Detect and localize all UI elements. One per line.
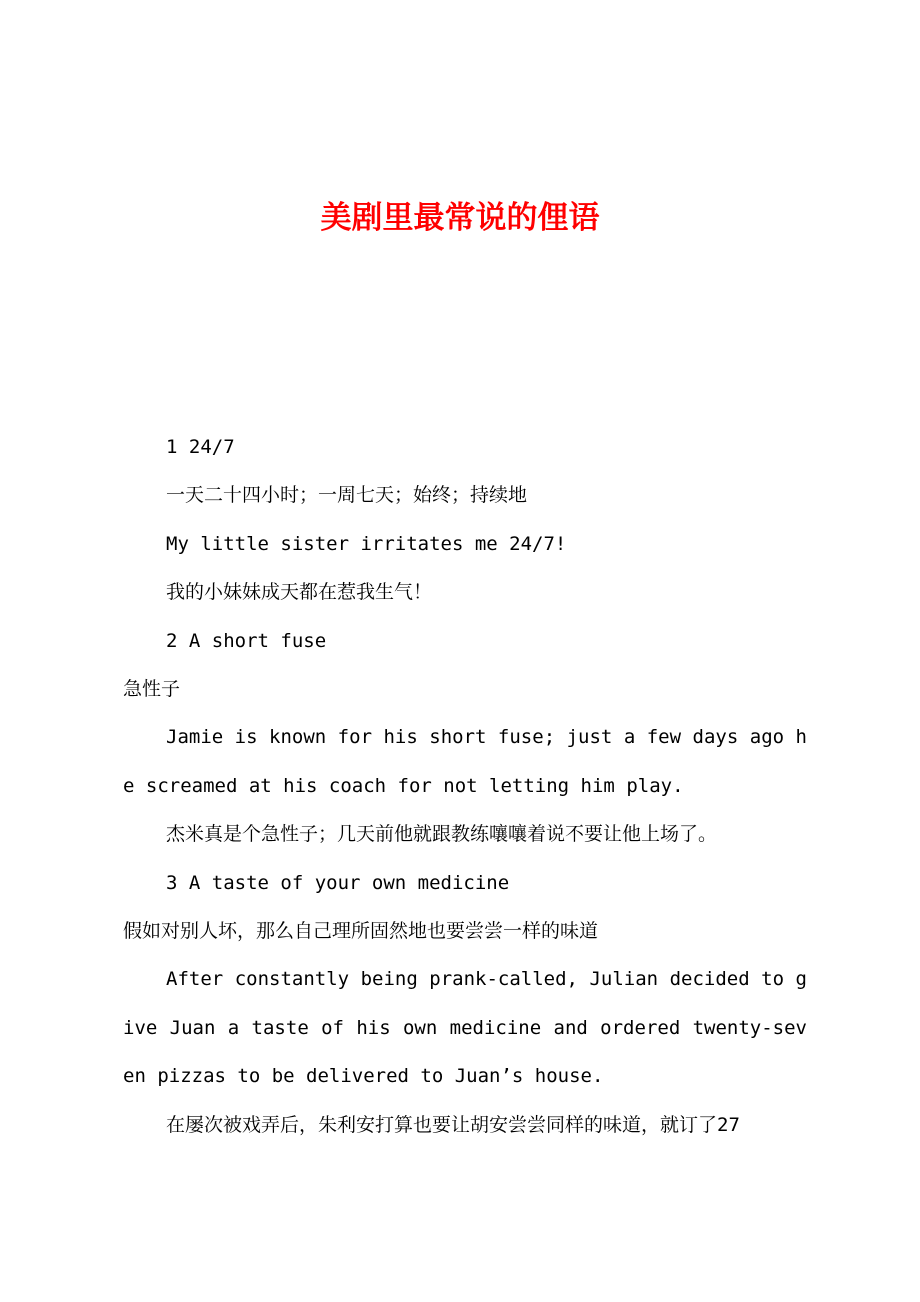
paragraph-2-heading: 2 A short fuse xyxy=(166,629,327,652)
paragraph-1-example-zh: 我的小妹妹成天都在惹我生气！ xyxy=(166,581,433,604)
paragraph-3-example-en: After constantly being prank-called, Julian decided to give Juan a taste of his own medicine and ordered twenty-seven pizzas to be delivered to Juan’s house. xyxy=(123,968,807,1088)
paragraph-2-meaning: 急性子 xyxy=(123,678,181,701)
paragraph-1-heading: 1 24/7 xyxy=(166,436,235,458)
paragraph-2-example-en: Jamie is known for his short fuse; just a few days ago he screamed at his coach for not letting him play. xyxy=(123,726,807,797)
document-title: 美剧里最常说的俚语 xyxy=(320,200,600,236)
document-body xyxy=(123,423,807,1149)
paragraph-1-meaning: 一天二十四小时；一周七天；始终；持续地 xyxy=(166,484,528,507)
paragraph-2-example-zh: 杰米真是个急性子；几天前他就跟教练嚷嚷着说不要让他上场了。 xyxy=(166,823,718,846)
paragraph-1-example-en: My little sister irritates me 24/7! xyxy=(166,532,567,555)
paragraph-3-meaning: 假如对别人坏，那么自己理所固然地也要尝尝一样的味道 xyxy=(123,920,599,943)
paragraph-3-heading: 3 A taste of your own medicine xyxy=(166,871,510,894)
paragraph-3-example-zh: 在屡次被戏弄后，朱利安打算也要让胡安尝尝同样的味道，就订了27 xyxy=(166,1113,740,1136)
